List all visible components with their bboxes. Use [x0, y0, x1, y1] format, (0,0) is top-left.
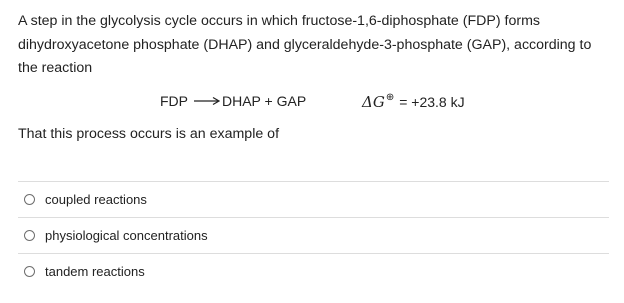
question-text	[18, 10, 618, 81]
reactant: FDP	[160, 93, 188, 109]
option-label: tandem reactions	[45, 264, 145, 279]
standard-state-symbol: ⊕	[385, 92, 395, 103]
radio-icon[interactable]	[24, 230, 35, 241]
delta-g-number: = +23.8 kJ	[399, 94, 465, 110]
option-label: coupled reactions	[45, 192, 147, 207]
products: DHAP + GAP	[222, 93, 307, 109]
radio-icon[interactable]	[24, 266, 35, 277]
reaction-row	[0, 93, 624, 115]
delta-g-value	[362, 93, 465, 111]
reaction-arrow-icon	[194, 96, 220, 106]
radio-icon[interactable]	[24, 194, 35, 205]
option-coupled-reactions[interactable]	[18, 181, 609, 217]
option-tandem-reactions[interactable]	[18, 253, 609, 289]
question-line-3: the reaction	[18, 60, 93, 76]
reaction-equation	[160, 93, 306, 109]
delta-g-symbol: ΔG	[362, 93, 385, 111]
question-line-2: dihydroxyacetone phosphate (DHAP) and glyceraldehyde-3-phosphate (GAP), according to	[18, 36, 592, 53]
option-physiological-concentrations[interactable]	[18, 217, 609, 253]
question-prompt: That this process occurs is an example of	[18, 126, 280, 142]
answer-options	[18, 181, 609, 289]
option-label: physiological concentrations	[45, 228, 208, 243]
question-line-1: A step in the glycolysis cycle occurs in which fructose-1,6-diphosphate (FDP) forms	[18, 13, 540, 29]
